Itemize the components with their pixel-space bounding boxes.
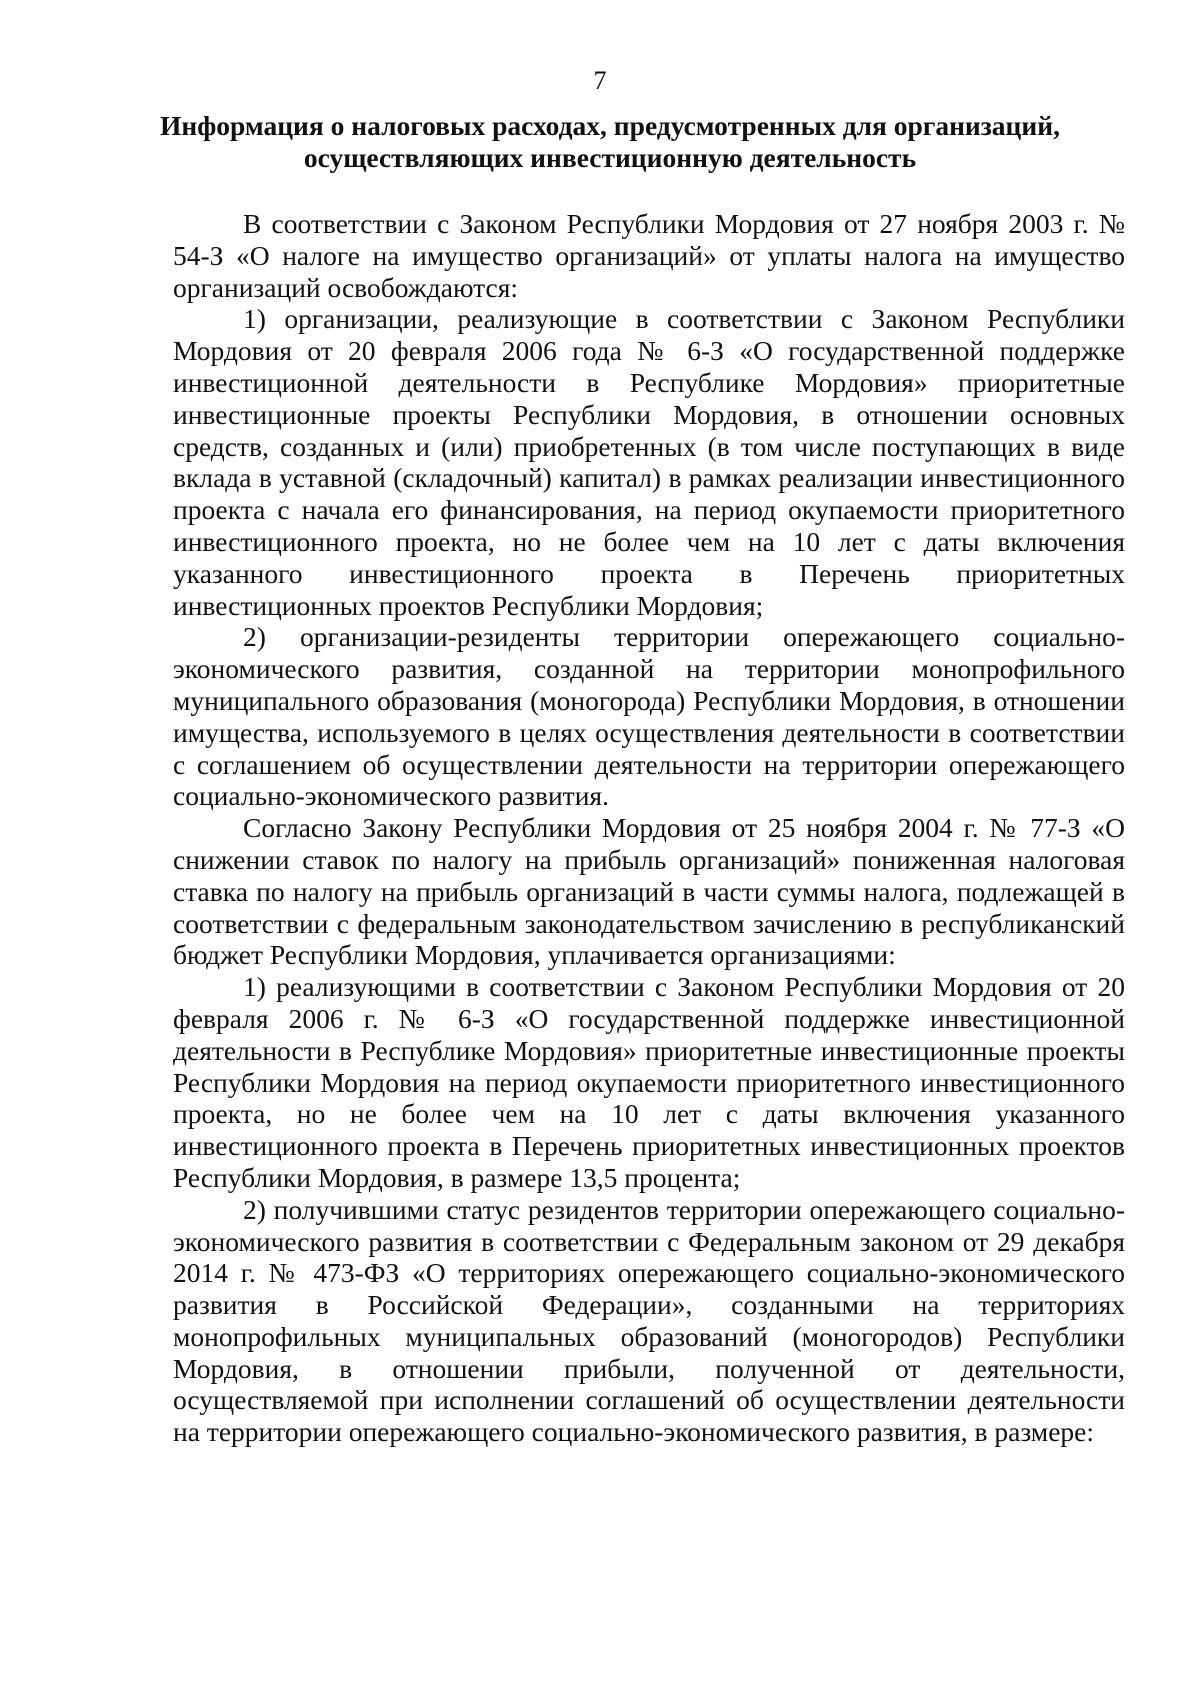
document-title-line-1: Информация о налоговых расходах, предусмотренных для организаций, bbox=[160, 110, 1060, 141]
document-body bbox=[173, 208, 1125, 1448]
paragraph-profit-tax-item-1: 1) реализующими в соответствии с Законом Республики Мордовия от 20 февраля 2006 г. № 6-З «О государственной поддержке инвестиционной деятельности в Республике Мордовия» приоритетные инвестиционные проекты Республики Мордовия на период окупаемости приоритетного инвестиционного проекта, но не более чем на 10 лет с даты включения указанного инвестиционного проекта в Перечень приоритетных инвестиционных проектов Республики Мордовия, в размере 13,5 процента; bbox=[173, 971, 1125, 1193]
paragraph-profit-tax-intro: Согласно Закону Республики Мордовия от 25 ноября 2004 г. № 77-З «О снижении ставок по налогу на прибыль организаций» пониженная налоговая ставка по налогу на прибыль организаций в части суммы налога, подлежащей в соответствии с федеральным законодательством зачислению в республиканский бюджет Республики Мордовия, уплачивается организациями: bbox=[173, 812, 1125, 971]
document-title-line-2: осуществляющих инвестиционную деятельность bbox=[303, 142, 917, 173]
paragraph-property-tax-item-2: 2) организации-резиденты территории опережающего социально-экономического развития, созданной на территории монопрофильного муниципального образования (моногорода) Республики Мордовия, в отношении имущества, используемого в целях осуществления деятельности в соответствии с соглашением об осуществлении деятельности на территории опережающего социально-экономического развития. bbox=[173, 621, 1125, 812]
paragraph-profit-tax-item-2: 2) получившими статус резидентов территории опережающего социально-экономического развития в соответствии с Федеральным законом от 29 декабря 2014 г. № 473-ФЗ «О территориях опережающего социально-экономического развития в Российской Федерации», созданными на территориях монопрофильных муниципальных образований (моногородов) Республики Мордовия, в отношении прибыли, полученной от деятельности, осуществляемой при исполнении соглашений об осуществлении деятельности на территории опережающего социально-экономического развития, в размере: bbox=[173, 1193, 1125, 1448]
paragraph-property-tax-intro: В соответствии с Законом Республики Мордовия от 27 ноября 2003 г. № 54-З «О налоге на имущество организаций» от уплаты налога на имущество организаций освобождаются: bbox=[173, 208, 1125, 303]
document-title bbox=[160, 110, 1060, 174]
page-number: 7 bbox=[593, 66, 607, 95]
paragraph-property-tax-item-1: 1) организации, реализующие в соответствии с Законом Республики Мордовия от 20 февраля 2006 года № 6-З «О государственной поддержке инвестиционной деятельности в Республике Мордовия» приоритетные инвестиционные проекты Республики Мордовия, в отношении основных средств, созданных и (или) приобретенных (в том числе поступающих в виде вклада в уставной (складочный) капитал) в рамках реализации инвестиционного проекта с начала его финансирования, на период окупаемости приоритетного инвестиционного проекта, но не более чем на 10 лет с даты включения указанного инвестиционного проекта в Перечень приоритетных инвестиционных проектов Республики Мордовия; bbox=[173, 303, 1125, 621]
